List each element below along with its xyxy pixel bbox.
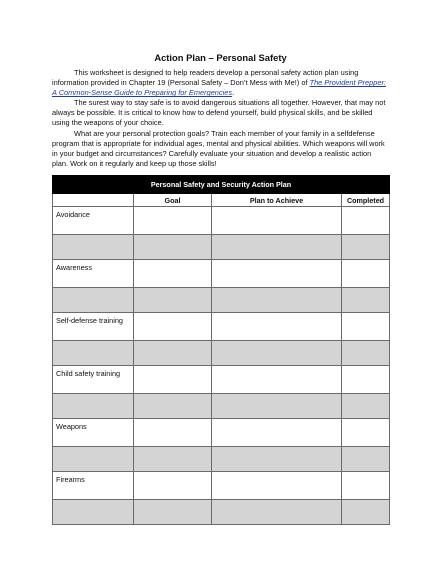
plan-cell[interactable] <box>212 288 342 313</box>
table-row-child-safety-extra <box>53 394 390 419</box>
plan-cell[interactable] <box>212 207 342 235</box>
category-label: Avoidance <box>53 207 134 235</box>
plan-cell[interactable] <box>212 366 342 394</box>
completed-cell[interactable] <box>342 394 390 419</box>
goal-cell[interactable] <box>134 341 212 366</box>
goals-paragraph <box>52 129 389 169</box>
plan-cell[interactable] <box>212 472 342 500</box>
goal-cell[interactable] <box>134 366 212 394</box>
plan-cell[interactable] <box>212 394 342 419</box>
completed-cell[interactable] <box>342 472 390 500</box>
category-cell-empty[interactable] <box>53 341 134 366</box>
category-label: Awareness <box>53 260 134 288</box>
table-row-weapons <box>53 419 390 447</box>
plan-cell[interactable] <box>212 260 342 288</box>
plan-cell[interactable] <box>212 447 342 472</box>
category-label: Child safety training <box>53 366 134 394</box>
completed-cell[interactable] <box>342 366 390 394</box>
category-cell-empty[interactable] <box>53 447 134 472</box>
goal-cell[interactable] <box>134 313 212 341</box>
safety-paragraph <box>52 98 389 128</box>
completed-cell[interactable] <box>342 260 390 288</box>
goal-cell[interactable] <box>134 500 212 525</box>
table-banner-row <box>53 176 390 194</box>
completed-cell[interactable] <box>342 235 390 260</box>
table-row-avoidance <box>53 207 390 235</box>
category-cell-empty[interactable] <box>53 500 134 525</box>
completed-cell[interactable] <box>342 341 390 366</box>
safety-text: The surest way to stay safe is to avoid dangerous situations all together. However, that may not always be possible. It is critical to know how to defend yourself, build physical skills, and be skilled using the weapons of your choice. <box>52 98 386 128</box>
table-row-awareness <box>53 260 390 288</box>
plan-cell[interactable] <box>212 235 342 260</box>
category-cell-empty[interactable] <box>53 235 134 260</box>
category-cell-empty[interactable] <box>53 288 134 313</box>
category-label: Firearms <box>53 472 134 500</box>
goal-cell[interactable] <box>134 419 212 447</box>
completed-cell[interactable] <box>342 447 390 472</box>
plan-cell[interactable] <box>212 341 342 366</box>
table-banner: Personal Safety and Security Action Plan <box>53 176 390 194</box>
goal-cell[interactable] <box>134 235 212 260</box>
category-label: Self-defense training <box>53 313 134 341</box>
goal-cell[interactable] <box>134 447 212 472</box>
table-header-row <box>53 194 390 207</box>
document-body <box>52 52 389 169</box>
column-header-goal: Goal <box>134 194 212 207</box>
plan-cell[interactable] <box>212 500 342 525</box>
goal-cell[interactable] <box>134 394 212 419</box>
category-cell-empty[interactable] <box>53 394 134 419</box>
book-title-link[interactable]: The Provident Prepper: A Common-Sense Guide to Preparing for Emergencies <box>52 78 386 98</box>
completed-cell[interactable] <box>342 313 390 341</box>
table-row-child-safety <box>53 366 390 394</box>
goal-cell[interactable] <box>134 288 212 313</box>
plan-cell[interactable] <box>212 419 342 447</box>
table-row-firearms-extra <box>53 500 390 525</box>
table-row-awareness-extra <box>53 288 390 313</box>
table-row-self-defense <box>53 313 390 341</box>
goal-cell[interactable] <box>134 260 212 288</box>
column-header-completed: Completed <box>342 194 390 207</box>
plan-cell[interactable] <box>212 313 342 341</box>
category-label: Weapons <box>53 419 134 447</box>
completed-cell[interactable] <box>342 500 390 525</box>
column-header-plan: Plan to Achieve <box>212 194 342 207</box>
table-row-self-defense-extra <box>53 341 390 366</box>
table-row-avoidance-extra <box>53 235 390 260</box>
intro-paragraph <box>52 68 389 98</box>
intro-text: This worksheet is designed to help readers develop a personal safety action plan using information provided in Chapter 19 (Personal Safety – Don’t Mess with Me!) of <box>52 68 359 88</box>
completed-cell[interactable] <box>342 288 390 313</box>
table-row-weapons-extra <box>53 447 390 472</box>
completed-cell[interactable] <box>342 419 390 447</box>
goal-cell[interactable] <box>134 207 212 235</box>
column-header-category <box>53 194 134 207</box>
table-row-firearms <box>53 472 390 500</box>
goals-text: What are your personal protection goals? Train each member of your family in a selfdefense program that is appropriate for individual ages, mental and physical abilities. Which weapons will work in your budget and circumstances? Carefully evaluate your situation and develop a realistic action plan. Work on it regularly and keep up those skills! <box>52 128 385 168</box>
action-plan-table <box>52 175 390 525</box>
goal-cell[interactable] <box>134 472 212 500</box>
intro-text-end: . <box>232 88 235 98</box>
completed-cell[interactable] <box>342 207 390 235</box>
document-title: Action Plan – Personal Safety <box>154 52 287 63</box>
